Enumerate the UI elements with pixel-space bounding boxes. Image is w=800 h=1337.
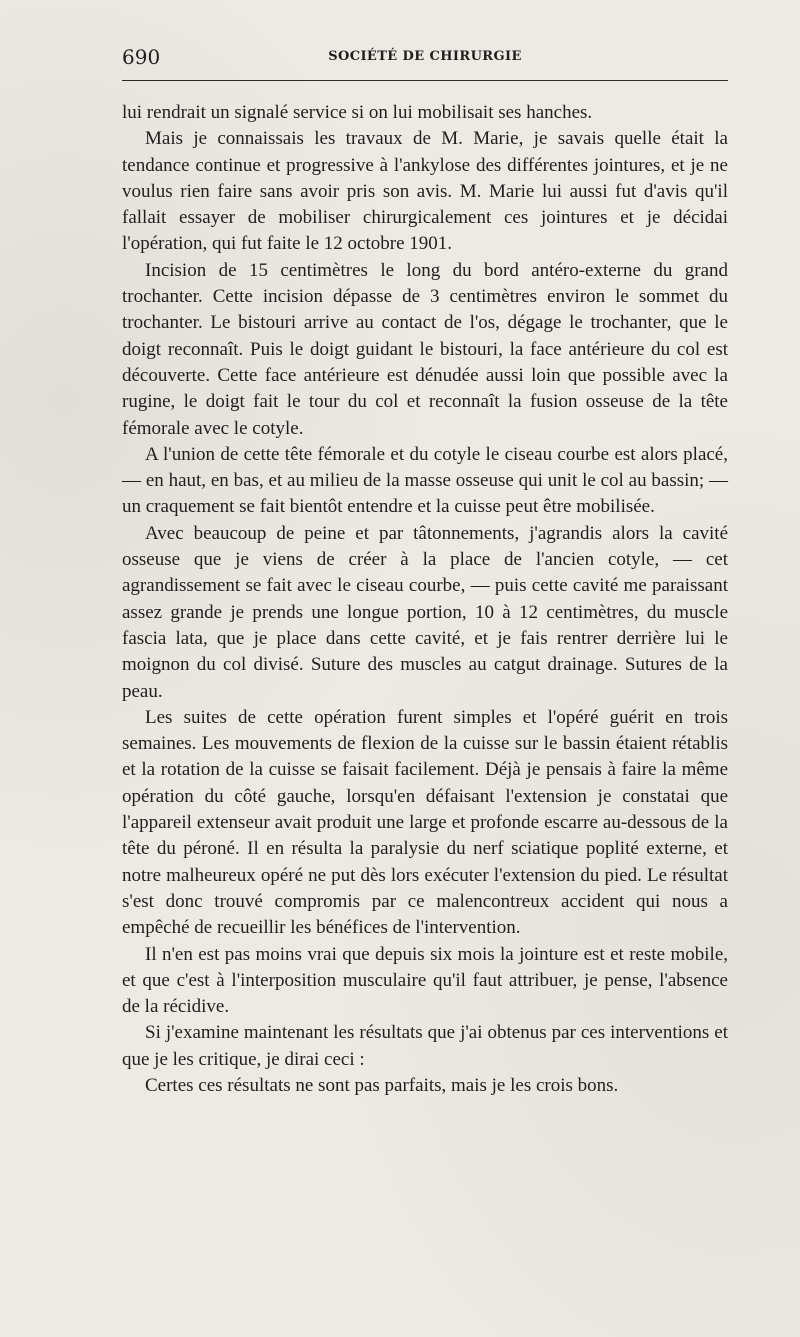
paragraph: Si j'examine maintenant les résultats que j'ai obtenus par ces interventions et que je les critique, je dirai ceci : (122, 1022, 728, 1070)
header-rule (122, 80, 728, 81)
paragraph: A l'union de cette tête fémorale et du cotyle le ciseau courbe est alors placé, — en haut, en bas, et au milieu de la masse osseuse qui unit le col au bassin; — un craquement se fait bientôt entendre et la cuisse peut être mobilisée. (122, 443, 728, 518)
paragraph: Mais je connaissais les travaux de M. Marie, je savais quelle était la tendance continue et progressive à l'ankylose des différentes jointures, et je ne voulus rien faire sans avoir pris son avis. M. Marie lui aussi fut d'avis qu'il fallait essayer de mobiliser chirurgicalement ces jointures et je décidai l'opération, qui fut faite le 12 octobre 1901. (122, 128, 728, 255)
paragraph: Incision de 15 centimètres le long du bord antéro-externe du grand trochanter. Cette incision dépasse de 3 centimètres environ le sommet du trochanter. Le bistouri arrive au contact de l'os, dégage le trochanter, que le doigt reconnaît. Puis le doigt guidant le bistouri, la face antérieure du col est découverte. Cette face antérieure est dénudée aussi loin que possible avec la rugine, le doigt fait le tour du col et reconnaît la fusion osseuse de la tête fémorale avec le cotyle. (122, 259, 728, 439)
paragraph: Il n'en est pas moins vrai que depuis six mois la jointure est et reste mobile, et que c'est à l'interposition musculaire qu'il faut attribuer, je pense, l'absence de la récidive. (122, 943, 728, 1018)
paragraph: Les suites de cette opération furent simples et l'opéré guérit en trois semaines. Les mouvements de flexion de la cuisse sur le bassin étaient rétablis et la rotation de la cuisse se faisait facilement. Déjà je pensais à faire la même opération du côté gauche, lorsqu'en défaisant l'extension je constatai que l'appareil extenseur avait produit une large et profonde escarre au-dessous de la tête du péroné. Il en résulta la paralysie du nerf sciatique poplité externe, et notre malheureux opéré ne put dès lors exécuter l'extension du pied. Le résultat s'est donc trouvé compromis par ce malencontreux accident qui nous a empêché de recueillir les bénéfices de l'intervention. (122, 706, 728, 939)
paragraph-continuation: lui rendrait un signalé service si on lui mobilisait ses hanches. (122, 102, 593, 123)
body-text (122, 100, 728, 1210)
paragraph: Certes ces résultats ne sont pas parfaits, mais je les crois bons. (145, 1074, 619, 1096)
page-number: 690 (122, 45, 161, 69)
running-title: SOCIÉTÉ DE CHIRURGIE (328, 49, 522, 64)
page-header (122, 44, 728, 70)
paragraph: Avec beaucoup de peine et par tâtonnements, j'agrandis alors la cavité osseuse que je viens de créer à la place de l'ancien cotyle, — cet agrandissement se fait avec le ciseau courbe, — puis cette cavité me paraissant assez grande je prends une longue portion, 10 à 12 centimètres, du muscle fascia lata, que je place dans cette cavité, et je fais rentrer derrière lui le moignon du col divisé. Suture des muscles au catgut drainage. Sutures de la peau. (122, 522, 728, 702)
